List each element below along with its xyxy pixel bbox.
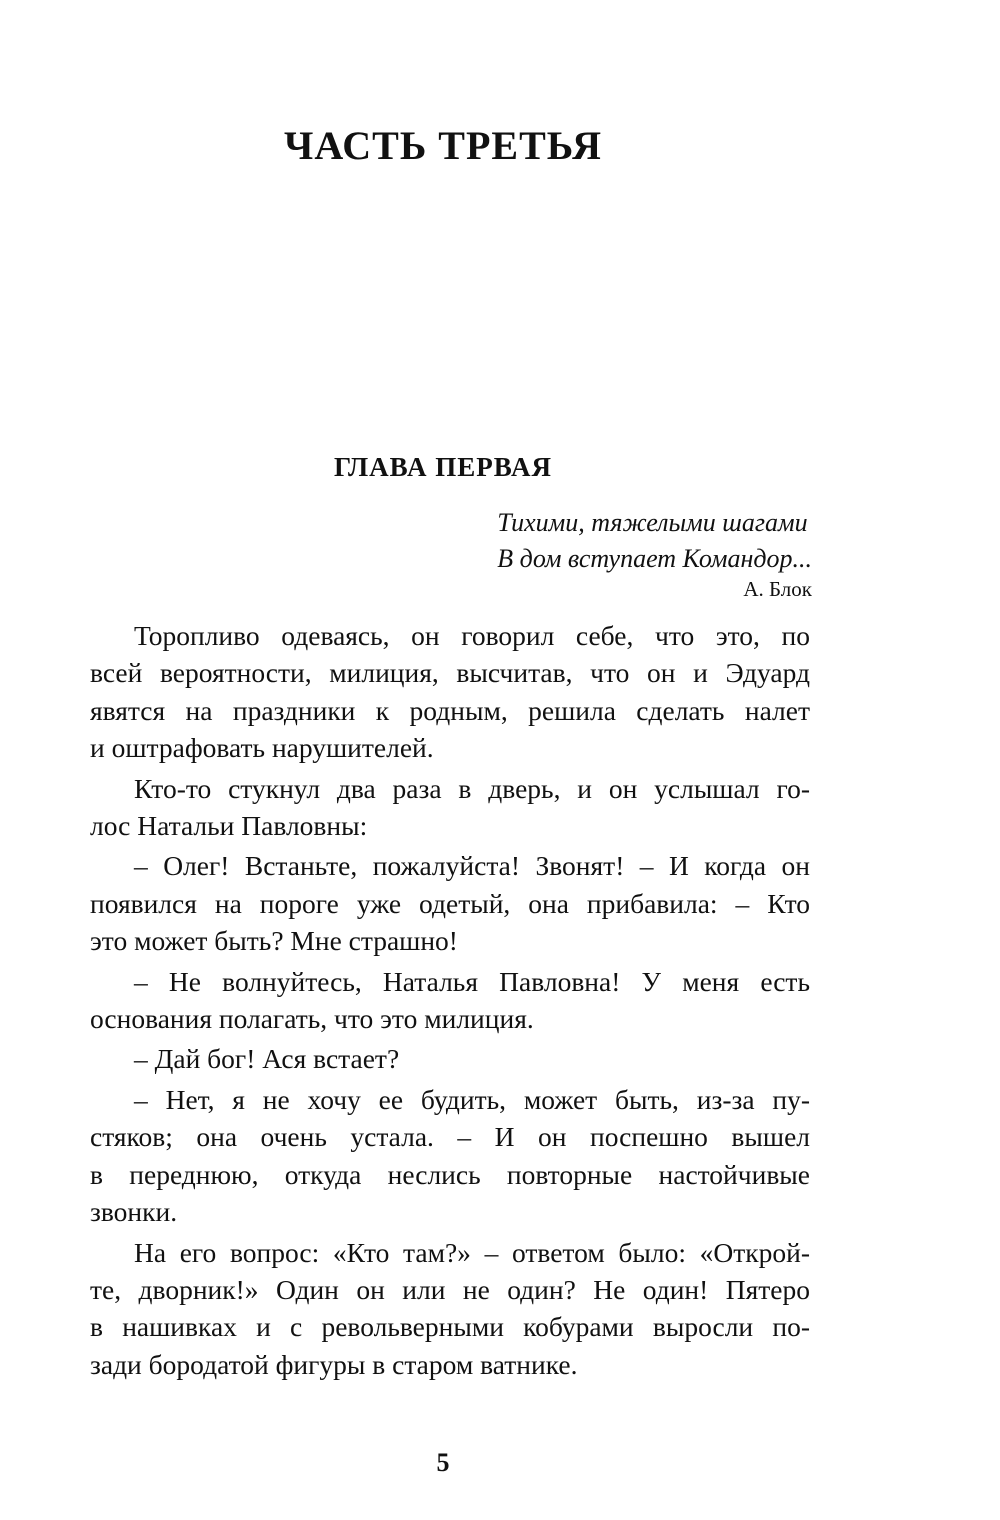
text-line: всей вероятности, милиция, высчитав, что он и Эдуард — [90, 657, 810, 689]
chapter-title: ГЛАВА ПЕРВАЯ — [333, 452, 553, 482]
text-line: – Не волнуйтесь, Наталья Павловна! У меня есть — [134, 965, 810, 997]
paragraph — [90, 963, 810, 1038]
text-line: появился на пороге уже одетый, она прибавила: – Кто — [90, 887, 810, 919]
text-line: Торопливо одеваясь, он говорил себе, что это, по — [134, 620, 810, 651]
text-line: явятся на праздники к родным, решила сделать налет — [90, 694, 810, 726]
text-line: – Нет, я не хочу ее будить, может быть, из-за пу- — [134, 1083, 810, 1115]
text-line: стяков; она очень устала. – И он поспешно вышел — [90, 1121, 810, 1153]
epigraph-author: А. Блок — [743, 577, 812, 601]
text-line: в переднюю, откуда неслись повторные настойчивые — [90, 1158, 810, 1190]
text-line: звонки. — [90, 1196, 178, 1228]
epigraph-line: В дом вступает Командор... — [497, 544, 812, 573]
paragraph — [90, 1040, 810, 1077]
epigraph-line: Тихими, тяжелыми шагами — [497, 508, 808, 537]
chapter-body — [90, 617, 810, 1386]
text-line: те, дворник!» Один он или не один? Не один! Пятеро — [90, 1273, 810, 1305]
text-line: На его вопрос: «Кто там?» – ответом было: «Открой- — [134, 1236, 810, 1268]
text-line: и оштрафовать нарушителей. — [90, 732, 434, 764]
paragraph — [90, 770, 810, 845]
paragraph — [90, 847, 810, 959]
text-line: зади бородатой фигуры в старом ватнике. — [90, 1348, 578, 1380]
epigraph — [497, 505, 812, 603]
text-line: лос Натальи Павловны: — [90, 810, 368, 842]
paragraph — [90, 1234, 810, 1384]
text-line: это может быть? Мне страшно! — [90, 925, 458, 957]
text-line: основания полагать, что это милиция. — [90, 1003, 534, 1035]
text-line: – Олег! Встаньте, пожалуйста! Звонят! – И когда он — [134, 850, 810, 882]
paragraph — [90, 617, 810, 767]
page-number: 5 — [436, 1448, 450, 1477]
text-line: – Дай бог! Ася встает? — [134, 1043, 400, 1075]
paragraph — [90, 1081, 810, 1231]
part-title: ЧАСТЬ ТРЕТЬЯ — [284, 123, 602, 168]
text-line: в нашивках и с револьверными кобурами выросли по- — [90, 1311, 810, 1343]
text-line: Кто-то стукнул два раза в дверь, и он услышал го- — [134, 772, 810, 804]
